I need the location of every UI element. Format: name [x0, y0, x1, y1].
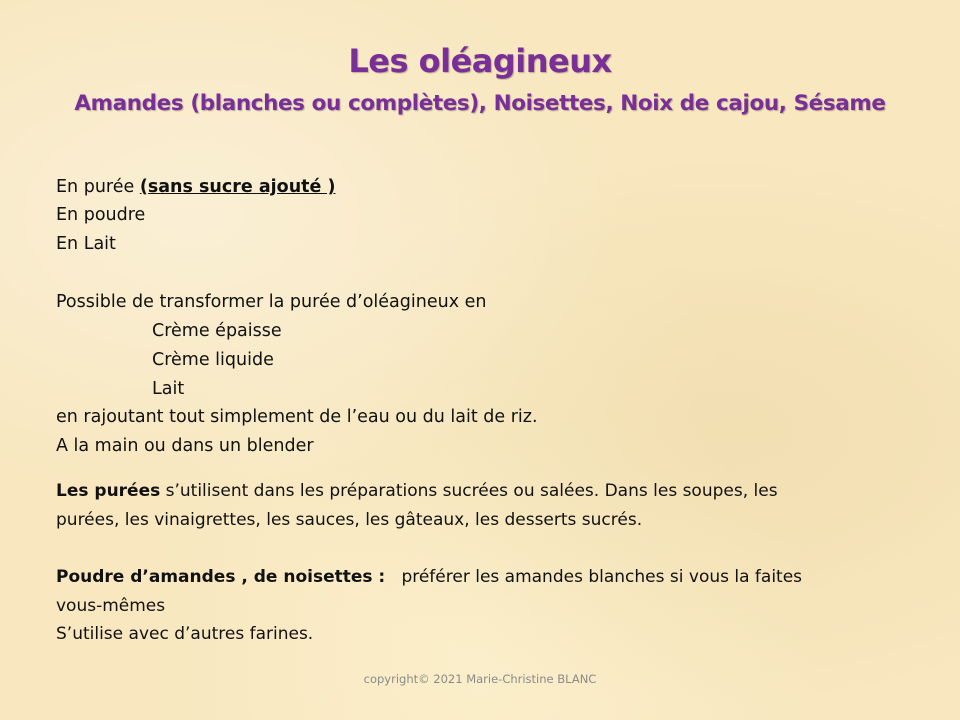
transform-item: Crème épaisse [152, 321, 282, 341]
form-puree-note: (sans sucre ajouté ) [139, 177, 336, 197]
form-puree-line [56, 176, 335, 198]
transform-item: Crème liquide [152, 350, 274, 370]
form-poudre-line: En poudre [56, 205, 146, 225]
poudre-label: Poudre d’amandes , de noisettes : [56, 567, 386, 587]
poudre-text: préférer les amandes blanches si vous la faites [385, 567, 803, 587]
form-lait-line: En Lait [56, 234, 116, 254]
transform-method: en rajoutant tout simplement de l’eau ou du lait de riz. [56, 407, 538, 427]
form-puree-text: En purée [56, 177, 140, 197]
purees-line-2: purées, les vinaigrettes, les sauces, les gâteaux, les desserts sucrés. [56, 510, 643, 530]
transform-tool: A la main ou dans un blender [56, 436, 314, 456]
slide-title: Les oléagineux [348, 42, 612, 80]
slide-subtitle: Amandes (blanches ou complètes), Noisettes, Noix de cajou, Sésame [74, 91, 886, 116]
poudre-line-2: vous-mêmes [56, 596, 166, 616]
transform-intro: Possible de transformer la purée d’oléagineux en [56, 292, 487, 312]
purees-text: s’utilisent dans les préparations sucrées ou salées. Dans les soupes, les [160, 481, 778, 501]
purees-line-1 [56, 480, 778, 502]
transform-item: Lait [152, 379, 185, 399]
copyright-footer: copyright© 2021 Marie-Christine BLANC [363, 672, 597, 686]
poudre-line-3: S’utilise avec d’autres farines. [56, 624, 314, 644]
poudre-line-1 [56, 566, 802, 588]
purees-label: Les purées [56, 481, 161, 501]
